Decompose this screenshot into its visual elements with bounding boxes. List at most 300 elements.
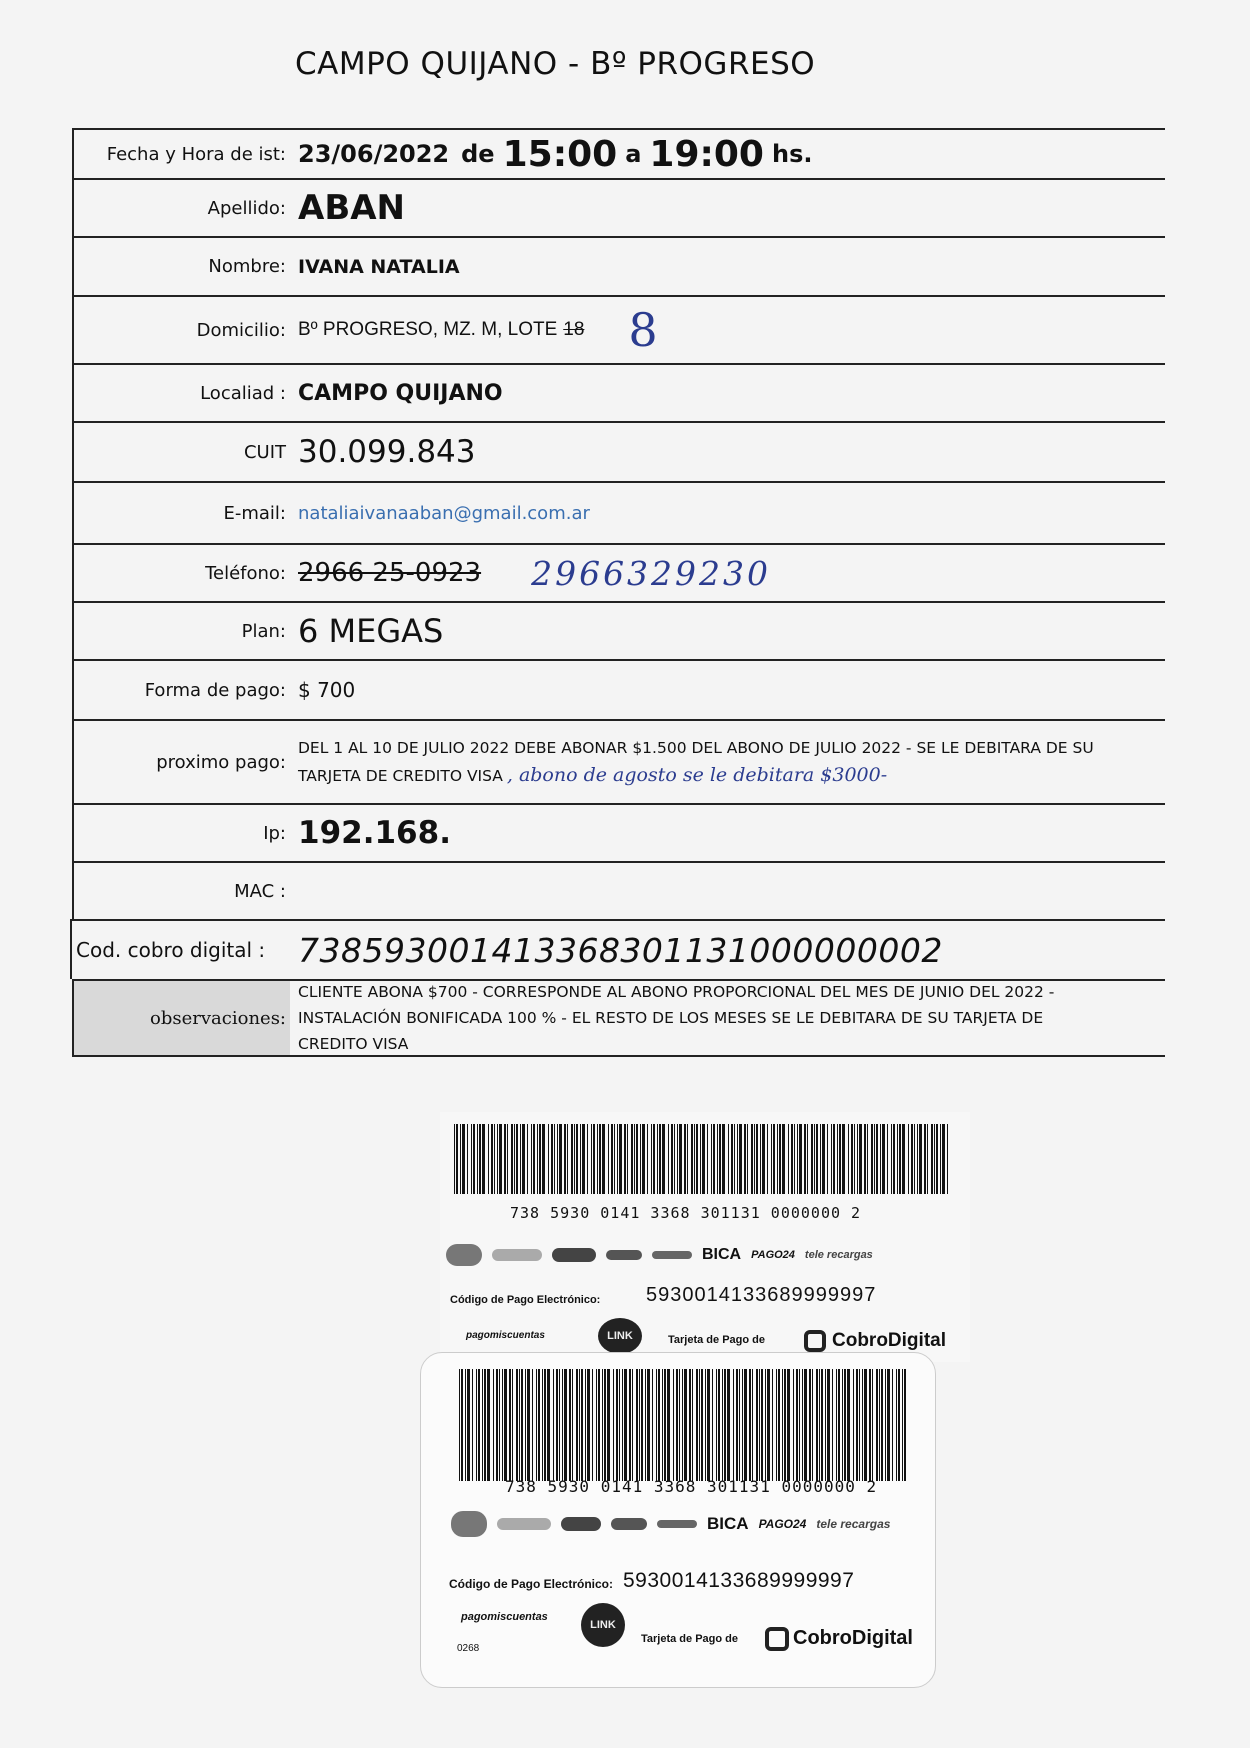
label-forma-pago: Forma de pago: [72,661,290,719]
barcode-bar [507,1124,508,1194]
barcode-bar [804,1369,807,1481]
barcode-bar [700,1124,701,1194]
barcode-bar [671,1124,673,1194]
barcode-bar [802,1369,803,1481]
barcode-bar [811,1124,813,1194]
barcode-bar [494,1124,495,1194]
barcode-bar [687,1124,688,1194]
barcode-bar [684,1369,687,1481]
barcode-bar [456,1124,458,1194]
barcode-bar [564,1369,567,1481]
barcode-bar [869,1369,871,1481]
label-mac: MAC : [72,863,290,919]
label-proximo-pago: proximo pago: [72,721,290,803]
barcode-bar [602,1124,605,1194]
barcode-bar [716,1369,717,1481]
barcode-bar [799,1369,800,1481]
barcode-bar [580,1124,581,1194]
barcode-bar [569,1369,571,1481]
barcode-bar [460,1124,461,1194]
cobro-digital-logo-lower: CobroDigital [793,1627,913,1649]
barcode-bar [707,1369,710,1481]
barcode-bar [520,1124,521,1194]
barcode-bar [604,1369,606,1481]
barcode-bar [787,1369,790,1481]
link-logo-lower: LINK [581,1603,625,1647]
barcode-bar [582,1124,585,1194]
barcode-bar [825,1369,826,1481]
barcode-bar [472,1369,473,1481]
barcode-bar [667,1369,670,1481]
barcode-bar [554,1124,555,1194]
barcode-bar [631,1124,633,1194]
barcode-bar [538,1369,540,1481]
row-fecha [72,128,1165,178]
barcode-bar [759,1369,760,1481]
mac-value [290,863,1165,919]
barcode-bar [465,1369,466,1481]
barcode-bar [722,1369,723,1481]
domicilio-value: Bº PROGRESO, MZ. M, LOTE [298,319,558,340]
client-form-table [72,128,1165,1057]
barcode-bar [571,1124,573,1194]
barcode-bar [679,1124,682,1194]
barcode-bar [731,1124,733,1194]
barcode-bar [711,1124,712,1194]
barcode-bar [871,1124,873,1194]
barcode-bar [619,1369,620,1481]
barcode-bar [788,1124,789,1194]
barcode-bar [559,1369,560,1481]
barcode-bar [499,1369,500,1481]
barcode-bar [724,1369,726,1481]
row-cuit [72,421,1165,481]
barcode-bar [804,1124,806,1194]
barcode-bar [636,1369,638,1481]
label-telefono: Teléfono: [72,545,290,601]
barcode-bar [619,1124,622,1194]
barcode-bar [827,1124,828,1194]
codigo-label-lower: Código de Pago Electrónico: [449,1577,614,1591]
pagomiscuentas-logo-lower: pagomiscuentas [461,1611,548,1623]
bica-logo: BICA [702,1246,742,1263]
barcode-bar [553,1369,554,1481]
barcode-bar [642,1124,645,1194]
fecha-de: de [461,140,495,168]
barcode-bar [689,1369,691,1481]
barcode-bar [816,1124,818,1194]
pago24-logo: PAGO24 [751,1249,795,1261]
barcode-bar [793,1369,794,1481]
barcode-bar [514,1124,515,1194]
barcode-bar [734,1124,735,1194]
barcode-bar [940,1124,941,1194]
barcode-bar [712,1369,713,1481]
barcode-bar [838,1369,840,1481]
barcode-bar [914,1124,915,1194]
barcode-bar [608,1124,609,1194]
barcode-bar [527,1124,528,1194]
barcode-bar [454,1124,455,1194]
barcode-bar [482,1369,483,1481]
barcode-bar [694,1124,695,1194]
domicilio-handwritten: 8 [628,303,658,357]
barcode-bar [461,1369,463,1481]
barcode-bar [728,1124,729,1194]
barcode-bar [812,1369,813,1481]
barcode-bar [537,1124,538,1194]
barcode-bar [504,1369,507,1481]
barcode-bar [705,1369,706,1481]
barcode-bar [885,1369,886,1481]
email-value[interactable]: nataliaivanaaban@gmail.com.ar [298,502,590,524]
barcode-bar [898,1369,900,1481]
barcode-bar [799,1124,802,1194]
barcode-bar [779,1124,781,1194]
barcode-bar [702,1124,705,1194]
barcode-bar [598,1369,600,1481]
barcode-bar [934,1124,935,1194]
barcode-bar [629,1369,631,1481]
label-cod-cobro: Cod. cobro digital : [70,921,290,979]
barcode-bar [576,1369,578,1481]
barcode-bar [674,1124,675,1194]
barcode-bar [851,1124,853,1194]
barcode-bar [542,1369,543,1481]
barcode-bar [701,1369,703,1481]
telefono-handwritten: 2966329230 [531,553,772,593]
barcode-bar [548,1124,549,1194]
barcode-bar [467,1124,468,1194]
barcode-bar [782,1369,783,1481]
barcode-bar [899,1124,901,1194]
payment-card-lower [420,1352,936,1688]
barcode-bar [627,1124,628,1194]
label-nombre: Nombre: [72,238,290,295]
barcode-bar [519,1369,520,1481]
domicilio-struck: 18 [563,319,585,340]
observaciones-line2: INSTALACIÓN BONIFICADA 100 % - EL RESTO DE LOS MESES SE LE DEBITARA DE SU TARJETA DE [298,1009,1044,1027]
barcode-lower [459,1369,909,1481]
payment-card-upper [440,1112,970,1362]
codigo-label-upper: Código de Pago Electrónico: [450,1294,601,1306]
barcode-bar [902,1369,903,1481]
barcode-bar [760,1124,761,1194]
barcode-bar [509,1369,511,1481]
barcode-bar [547,1369,550,1481]
barcode-bar [533,1124,535,1194]
rapipago-logo-icon [451,1511,487,1537]
barcode-bar [477,1124,478,1194]
barcode-bar [497,1124,498,1194]
barcode-bar [942,1124,945,1194]
barcode-bar [859,1369,860,1481]
barcode-bar [864,1124,866,1194]
barcode-bar [679,1369,680,1481]
barcode-bar [924,1124,926,1194]
barcode-bar [756,1369,758,1481]
barcode-bar [809,1369,811,1481]
barcode-bar [531,1124,532,1194]
fecha-date: 23/06/2022 [298,140,450,168]
cuit-value: 30.099.843 [298,434,476,470]
barcode-bar [478,1369,480,1481]
barcode-bar [717,1124,718,1194]
page-title: CAMPO QUIJANO - Bº PROGRESO [295,46,816,82]
row-ip [72,803,1165,861]
barcode-bar [767,1369,770,1481]
barcode-bar [794,1124,795,1194]
barcode-bar [556,1369,558,1481]
barcode-bar [567,1124,568,1194]
barcode-bar [856,1369,858,1481]
barcode-bar [521,1369,523,1481]
barcode-bar [737,1124,738,1194]
barcode-bar [653,1124,655,1194]
barcode-bar [917,1124,918,1194]
barcode-bar [773,1124,775,1194]
barcode-bar [636,1124,638,1194]
row-localidad [72,363,1165,421]
payment-logos-lower [451,1511,890,1537]
barcode-bar [471,1124,472,1194]
barcode-bar [502,1369,503,1481]
barcode-bar [647,1369,650,1481]
barcode-bar [658,1369,660,1481]
barcode-bar [936,1124,938,1194]
label-observaciones: observaciones: [72,981,290,1055]
barcode-bar [624,1369,627,1481]
barcode-bar [487,1369,490,1481]
barcode-bar [842,1124,845,1194]
barcode-bar [864,1369,867,1481]
barcode-bar [854,1124,855,1194]
barcode-bar [752,1369,753,1481]
barcode-bar [587,1369,590,1481]
barcode-bar [859,1124,862,1194]
barcode-bar [564,1124,566,1194]
provincia-pagos-logo-icon [497,1518,551,1530]
barcode-bar [881,1369,883,1481]
barcode-bar [902,1124,905,1194]
provincia-pagos-logo-icon [492,1249,542,1261]
barcode-bar [887,1369,890,1481]
barcode-bar [462,1124,465,1194]
barcode-bar [837,1124,838,1194]
barcode-bar [624,1124,626,1194]
barcode-bar [776,1369,777,1481]
barcode-bar [591,1124,592,1194]
barcode-bar [742,1369,743,1481]
barcode-bar [862,1369,863,1481]
barcode-bar [699,1369,700,1481]
barcode-bar [733,1369,734,1481]
barcode-bar [796,1369,798,1481]
barcode-bar [542,1124,545,1194]
barcode-bar [482,1124,485,1194]
barcode-bar [536,1369,537,1481]
barcode-bar [782,1124,785,1194]
barcode-bar [739,1124,742,1194]
barcode-bar [516,1369,518,1481]
barcode-bar [613,1369,614,1481]
fecha-to: 19:00 [649,133,764,175]
barcode-bar [874,1124,875,1194]
barcode-bar [579,1369,580,1481]
barcode-bar [896,1369,897,1481]
barcode-bar [662,1369,663,1481]
bica-logo: BICA [707,1514,749,1533]
barcode-bar [559,1124,562,1194]
ripsa-logo-icon [611,1518,647,1530]
barcode-bar [662,1124,665,1194]
barcode-bar [488,1124,489,1194]
label-localidad: Localiad : [72,365,290,421]
barcode-bar [657,1124,658,1194]
row-telefono [72,543,1165,601]
barcode-bar [832,1369,833,1481]
proximo-pago-line1: DEL 1 AL 10 DE JULIO 2022 DEBE ABONAR $1.500 DEL ABONO DE JULIO 2022 - SE LE DEBITARA DE SU [298,738,1094,757]
barcode-bar [879,1369,880,1481]
barcode-bar [616,1369,618,1481]
barcode-bar [853,1369,854,1481]
barcode-bar [539,1124,541,1194]
barcode-bar [592,1369,593,1481]
barcode-bar [791,1124,793,1194]
barcode-bar [751,1124,753,1194]
barcode-bar [691,1124,693,1194]
barcode-bar [807,1124,808,1194]
barcode-bar [904,1369,906,1481]
barcode-bar [749,1369,751,1481]
barcode-bar [848,1124,849,1194]
barcode-bar [696,1369,698,1481]
barcode-bar [467,1369,470,1481]
barcode-upper [454,1124,954,1194]
cod-cobro-value: 738593001413368301131000000002 [298,930,943,970]
barcode-bar [574,1124,575,1194]
barcode-bar [947,1124,948,1194]
barcode-bar [551,1124,553,1194]
row-email [72,481,1165,543]
row-cod-cobro [70,919,1165,979]
apellido-value: ABAN [298,188,405,228]
barcode-bar [707,1124,708,1194]
label-ip: Ip: [72,805,290,861]
barcode-bar [727,1369,730,1481]
proximo-pago-line2: TARJETA DE CREDITO VISA [298,766,503,785]
cobro-digital-logo-upper: CobroDigital [832,1330,946,1351]
barcode-bar [827,1369,830,1481]
plan-value: 6 MEGAS [298,612,444,650]
label-cuit: CUIT [72,423,290,481]
cobro-digital-icon-upper [804,1330,826,1352]
barcode-bar [892,1369,893,1481]
barcode-bar [756,1124,758,1194]
barcode-bar [762,1124,765,1194]
label-apellido: Apellido: [72,180,290,236]
pago24-logo: PAGO24 [758,1517,807,1531]
nombre-value: IVANA NATALIA [298,255,460,278]
barcode-number-upper: 738 5930 0141 3368 301131 0000000 2 [510,1204,862,1222]
barcode-bar [522,1124,525,1194]
card-number: 0268 [457,1643,480,1654]
barcode-bar [777,1124,778,1194]
barcode-number-lower: 738 5930 0141 3368 301131 0000000 2 [505,1477,878,1496]
barcode-bar [872,1369,873,1481]
barcode-bar [882,1124,885,1194]
cobro-express-logo-icon [552,1248,596,1262]
barcode-bar [719,1124,721,1194]
barcode-bar [673,1369,674,1481]
barcode-bar [557,1124,558,1194]
fecha-from: 15:00 [502,133,618,175]
barcode-bar [473,1124,475,1194]
row-domicilio [72,295,1165,363]
barcode-bar [908,1124,909,1194]
barcode-bar [576,1124,578,1194]
barcode-bar [634,1124,635,1194]
localidad-value: CAMPO QUIJANO [298,380,503,406]
label-plan: Plan: [72,603,290,659]
barcode-bar [744,1369,747,1481]
tarjeta-label-lower: Tarjeta de Pago de [641,1633,738,1645]
barcode-bar [897,1124,898,1194]
barcode-bar [668,1124,669,1194]
barcode-bar [562,1369,563,1481]
label-email: E-mail: [72,483,290,543]
barcode-bar [504,1124,506,1194]
barcode-bar [747,1124,748,1194]
barcode-bar [647,1124,648,1194]
barcode-bar [887,1124,888,1194]
fecha-hs: hs. [771,140,813,168]
barcode-bar [754,1124,755,1194]
barcode-bar [821,1369,823,1481]
barcode-bar [876,1369,878,1481]
cobro-express-logo-icon [561,1517,601,1531]
barcode-bar [739,1369,740,1481]
barcode-bar [696,1124,698,1194]
row-apellido [72,178,1165,236]
barcode-bar [816,1369,818,1481]
barcode-bar [572,1369,573,1481]
barcode-bar [822,1124,825,1194]
barcode-bar [640,1124,641,1194]
barcode-bar [611,1124,613,1194]
barcode-bar [857,1124,858,1194]
barcode-bar [516,1124,518,1194]
barcode-bar [599,1124,601,1194]
cobro-digital-icon-lower [765,1627,789,1651]
tarjeta-label-upper: Tarjeta de Pago de [668,1334,765,1346]
barcode-bar [496,1369,498,1481]
barcode-bar [527,1369,530,1481]
barcode-bar [833,1124,835,1194]
row-proximo-pago [72,719,1165,803]
barcode-bar [891,1124,892,1194]
barcode-bar [931,1124,933,1194]
label-fecha: Fecha y Hora de ist: [72,130,290,178]
barcode-bar [682,1369,683,1481]
barcode-bar [676,1369,678,1481]
barcode-bar [820,1124,821,1194]
barcode-bar [765,1369,766,1481]
label-domicilio: Domicilio: [72,297,290,363]
barcode-bar [596,1369,597,1481]
barcode-bar [645,1369,646,1481]
multipago-logo-icon [657,1520,697,1528]
